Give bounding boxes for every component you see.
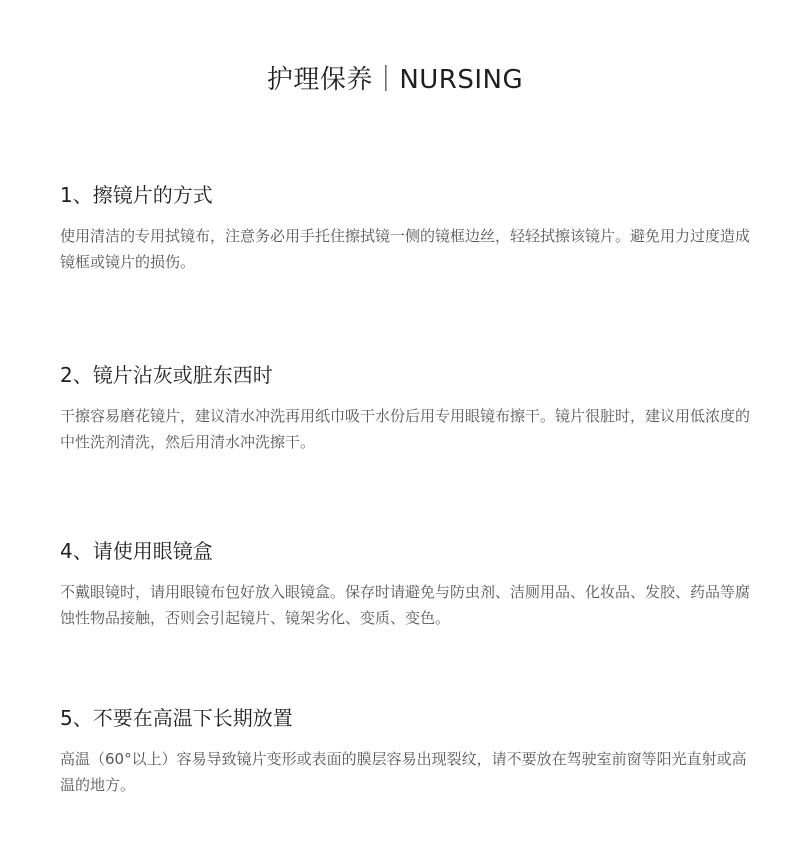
section-body: 高温（60°以上）容易导致镜片变形或表面的膜层容易出现裂纹，请不要放在驾驶室前窗等阳光直射或高温的地方。	[60, 750, 747, 794]
section-dusty-lens	[60, 361, 750, 455]
section-wiping-lens	[60, 181, 750, 275]
section-body: 使用清洁的专用拭镜布，注意务必用手托住擦拭镜一侧的镜框边丝，轻轻拭擦该镜片。避免用力过度造成镜框或镜片的损伤。	[60, 227, 751, 271]
section-heading: 5、不要在高温下长期放置	[60, 706, 293, 730]
section-heading: 1、擦镜片的方式	[60, 183, 213, 207]
section-avoid-high-temperature	[60, 704, 750, 798]
section-body: 不戴眼镜时，请用眼镜布包好放入眼镜盒。保存时请避免与防虫剂、洁厕用品、化妆品、发胶、药品等腐蚀性物品接触，否则会引起镜片、镜架劣化、变质、变色。	[60, 583, 751, 627]
section-heading: 4、请使用眼镜盒	[60, 539, 213, 563]
section-body: 干擦容易磨花镜片，建议清水冲洗再用纸巾吸干水份后用专用眼镜布擦干。镜片很脏时，建议用低浓度的中性洗剂清洗，然后用清水冲洗擦干。	[60, 407, 751, 451]
section-heading: 2、镜片沾灰或脏东西时	[60, 363, 273, 387]
section-use-glasses-case	[60, 537, 750, 631]
page-title: 护理保养｜NURSING	[266, 65, 524, 95]
